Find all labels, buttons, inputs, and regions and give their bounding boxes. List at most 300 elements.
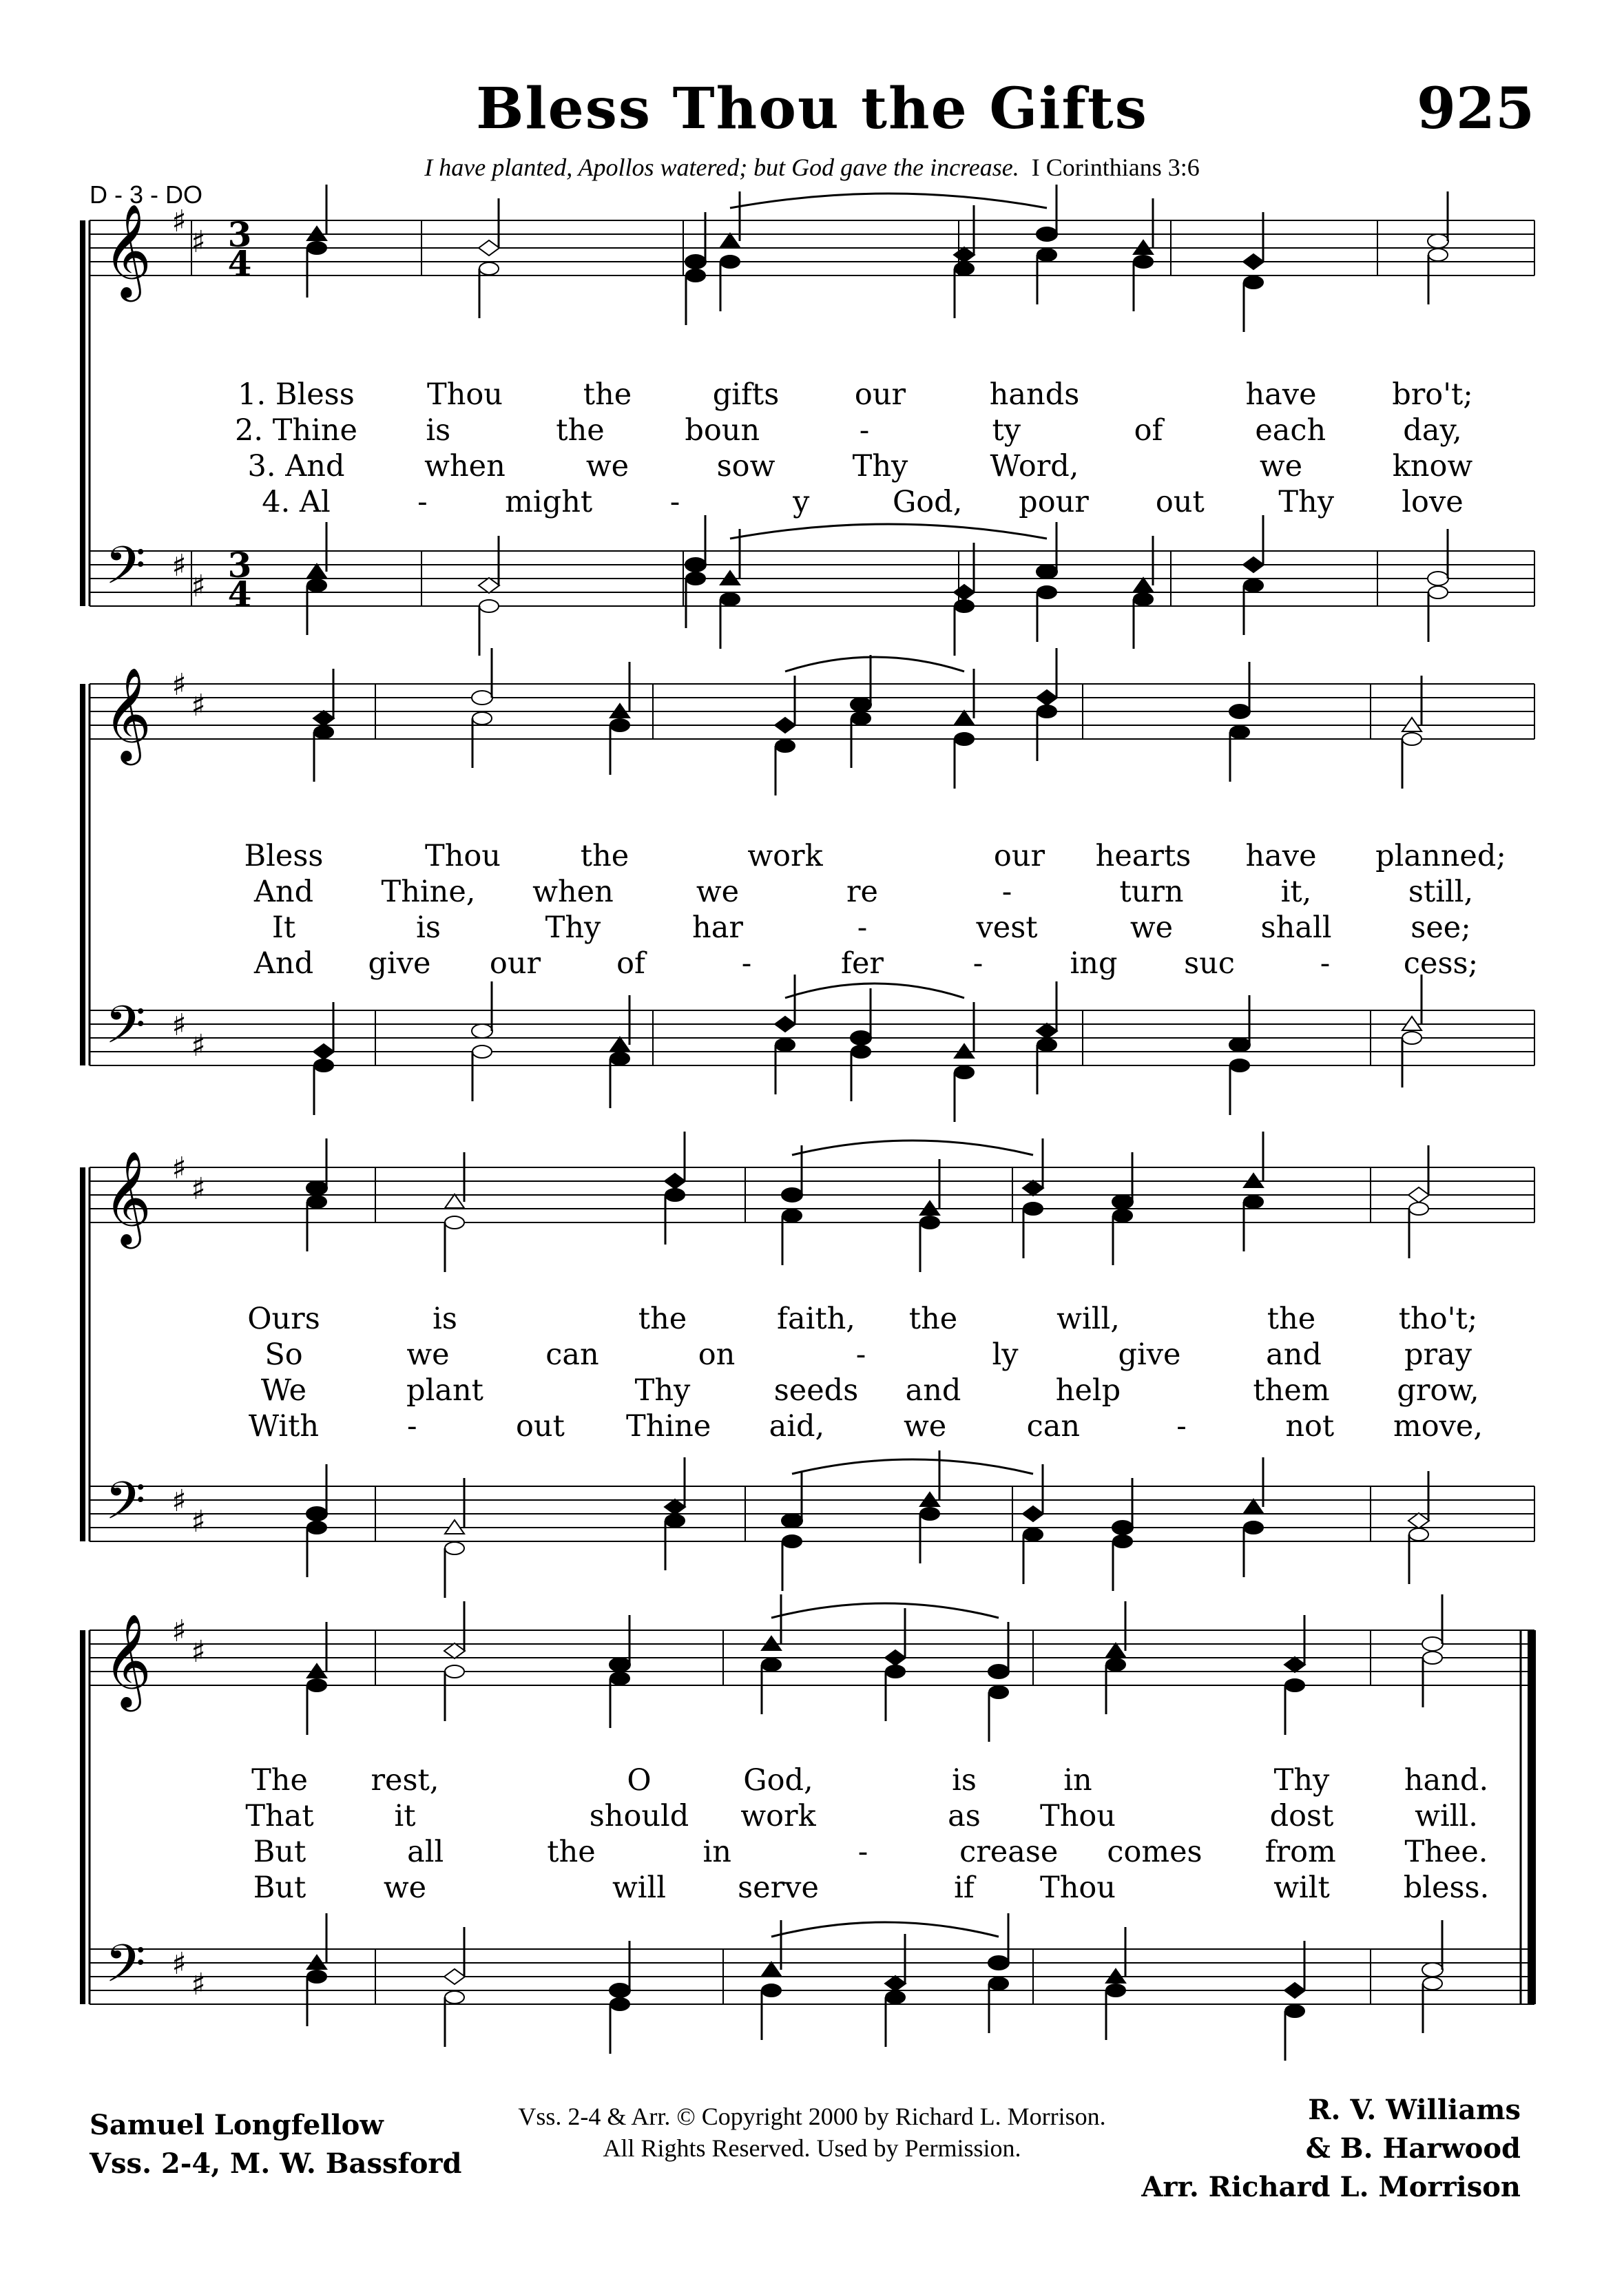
bass-clef-icon: 𝄢 [105, 1933, 146, 2007]
lyric-syllable: help [1055, 1373, 1121, 1408]
note-head-diamond [1284, 1657, 1305, 1672]
note-head-lower [445, 1216, 464, 1229]
lyric-syllable: hearts [1095, 839, 1191, 873]
lyric-syllable: we [383, 1871, 427, 1905]
note-head-oval [851, 698, 871, 711]
time-signature-bottom: 4 [227, 574, 252, 614]
lyric-syllable: rest, [371, 1763, 439, 1798]
lyric-syllable: in [702, 1835, 731, 1869]
note-head-triangle [762, 1962, 781, 1976]
note-head-diamond [313, 1044, 334, 1059]
copyright-line-1: Vss. 2-4 & Arr. © Copyright 2000 by Richard L. Morrison. [518, 2103, 1106, 2130]
lyric-syllable: gifts [712, 377, 780, 412]
time-signature-top: 3 [227, 545, 252, 585]
lyric-syllable: har [692, 910, 743, 945]
lyric-syllable: tho't; [1398, 1302, 1478, 1336]
lyric-syllable: of [616, 946, 645, 981]
sharp-icon: ♯ [171, 548, 187, 583]
note-head-diamond [1243, 557, 1264, 572]
note-head-lower [1285, 1679, 1304, 1692]
lyric-syllable: pour [1019, 485, 1089, 519]
lyric-syllable: we [696, 875, 740, 909]
note-head-lower [886, 1665, 905, 1678]
note-head-oval [851, 1031, 871, 1045]
lyric-syllable: Thou [1040, 1871, 1116, 1905]
note-head-diamond [444, 1969, 465, 1984]
note-head-lower [782, 1209, 802, 1222]
note-head-lower [1113, 1535, 1132, 1548]
note-head-diamond [1023, 1180, 1043, 1196]
lyric-syllable: cess; [1403, 946, 1479, 981]
note-head-oval [306, 1507, 327, 1521]
lyric-syllable: 3. And [247, 449, 345, 483]
system-bracket [80, 684, 85, 1065]
lyric-syllable: Thy [852, 449, 908, 483]
lyric-syllable: Thou [425, 839, 501, 873]
note-head-lower [665, 1514, 685, 1527]
lyric-syllable: might [505, 485, 593, 519]
note-head-lower [1244, 276, 1263, 289]
note-head-lower [1409, 1528, 1428, 1541]
note-head-diamond [1284, 1983, 1305, 1998]
lyric-syllable: we [1259, 449, 1303, 483]
lyric-syllable: will [612, 1871, 667, 1905]
bass-clef-icon: 𝄢 [105, 535, 146, 609]
bass-clef-icon: 𝄢 [105, 1470, 146, 1544]
lyric-syllable: 2. Thine [235, 413, 357, 448]
lyric-syllable: But [253, 1835, 306, 1869]
note-head-lower [1423, 1652, 1442, 1664]
lyric-syllable: work [747, 839, 823, 873]
lyric-syllable: day, [1403, 413, 1462, 448]
note-head-lower [686, 572, 705, 585]
lyric-syllable: And [253, 946, 314, 981]
lyric-syllable: our [993, 839, 1045, 873]
lyric-syllable: we [585, 449, 629, 483]
note-head-lower [314, 726, 333, 738]
lyric-syllable: not [1285, 1409, 1335, 1444]
note-head-lower [472, 712, 492, 725]
note-head-diamond [1243, 254, 1264, 269]
lyric-syllable: will. [1415, 1799, 1478, 1833]
lyric-syllable: our [489, 946, 541, 981]
lyric-syllable: Thee. [1404, 1835, 1488, 1869]
lyric-syllable: O [627, 1763, 652, 1798]
note-head-oval [610, 1984, 630, 1997]
note-head-lower [1037, 1039, 1056, 1051]
note-head-lower [851, 712, 871, 725]
lyric-syllable: in [1063, 1763, 1092, 1798]
lyric-syllable: each [1255, 413, 1326, 448]
note-head-oval [988, 1956, 1009, 1970]
lyric-syllable: and [905, 1373, 961, 1408]
note-head-lower [1428, 586, 1448, 598]
lyric-syllable: is [426, 413, 451, 448]
sharp-icon: ♯ [171, 204, 187, 239]
note-head-oval [1422, 1637, 1443, 1651]
note-head-lower [1428, 249, 1448, 261]
note-head-oval [610, 1658, 630, 1672]
lyric-syllable: bless. [1403, 1871, 1490, 1905]
note-head-lower [610, 1998, 629, 2010]
note-head-diamond [1037, 1023, 1057, 1039]
note-head-lower [1230, 1059, 1249, 1072]
note-head-oval [1229, 705, 1250, 718]
lyric-syllable: is [952, 1763, 977, 1798]
lyric-syllable: on [698, 1337, 736, 1372]
note-head-triangle [1134, 578, 1153, 592]
note-head-lower [1230, 726, 1249, 738]
sharp-icon: ♯ [191, 1172, 206, 1207]
lyric-syllable: - [972, 946, 983, 981]
lyric-syllable: It [271, 910, 296, 945]
note-head-lower [1037, 249, 1056, 261]
lyric-syllable: turn [1119, 875, 1184, 909]
note-head-lower [307, 1679, 326, 1692]
lyric-syllable: move, [1393, 1409, 1484, 1444]
note-head-lower [1037, 705, 1056, 718]
lyric-syllable: suc [1184, 946, 1235, 981]
copyright-line-2: All Rights Reserved. Used by Permission. [603, 2134, 1021, 2162]
note-head-lower [1402, 733, 1422, 745]
lyric-syllable: crease [959, 1835, 1059, 1869]
slur [771, 1603, 999, 1618]
note-head-oval [782, 1514, 802, 1528]
lyric-syllable: and [1266, 1337, 1322, 1372]
note-head-lower [445, 1991, 464, 2003]
lyric-syllable: see; [1410, 910, 1471, 945]
note-head-lower [1285, 2005, 1304, 2017]
lyric-syllable: work [740, 1799, 816, 1833]
note-head-oval [1428, 234, 1448, 248]
sharp-icon: ♯ [171, 1946, 187, 1981]
note-head-diamond [479, 578, 499, 593]
hymn-number: 925 [1416, 76, 1534, 142]
treble-clef-icon: 𝄞 [103, 1612, 152, 1707]
lyric-syllable: we [406, 1337, 450, 1372]
slur [785, 983, 964, 998]
note-head-diamond [1408, 1187, 1429, 1203]
lyric-syllable: But [253, 1871, 306, 1905]
note-head-lower [479, 262, 499, 275]
note-head-lower [720, 593, 740, 605]
note-head-lower [314, 1059, 333, 1072]
final-thick-barline [1528, 1630, 1536, 2004]
note-head-triangle [955, 711, 974, 725]
lyric-syllable: Thy [1273, 1763, 1330, 1798]
lyric-syllable: our [854, 377, 906, 412]
note-head-lower [1409, 1203, 1428, 1215]
system-bracket [80, 1167, 85, 1541]
note-head-lower [920, 1508, 939, 1520]
note-head-oval [1229, 1038, 1250, 1052]
lyric-syllable: aid, [769, 1409, 825, 1444]
note-head-lower [1106, 1984, 1125, 1997]
sharp-icon: ♯ [191, 569, 206, 604]
note-head-lower [775, 740, 795, 752]
lyric-syllable: will, [1056, 1302, 1120, 1336]
lyric-syllable: if [954, 1871, 975, 1905]
note-head-triangle [445, 1194, 464, 1208]
note-head-triangle [1106, 1643, 1125, 1657]
note-head-lower [989, 1686, 1008, 1698]
note-head-lower [1402, 1032, 1422, 1044]
note-head-diamond [954, 585, 975, 600]
note-head-diamond [775, 1017, 795, 1032]
lyric-syllable: grow, [1397, 1373, 1479, 1408]
note-head-oval [685, 255, 706, 269]
note-head-lower [1244, 1196, 1263, 1208]
note-head-lower [307, 579, 326, 592]
lyric-syllable: shall [1260, 910, 1332, 945]
lyric-syllable: - [669, 485, 680, 519]
lyric-syllable: The [251, 1763, 308, 1798]
lyric-syllable: Thine, [381, 875, 476, 909]
note-head-lower [610, 1672, 629, 1685]
treble-clef-icon: 𝄞 [103, 666, 152, 761]
lyric-syllable: And [253, 875, 314, 909]
note-head-lower [610, 719, 629, 731]
note-head-oval [988, 1665, 1009, 1678]
lyric-syllable: That [245, 1799, 314, 1833]
lyric-syllable: - [855, 1337, 866, 1372]
note-head-triangle [610, 1037, 629, 1051]
composer-1: R. V. Williams [1308, 2094, 1521, 2126]
note-head-lower [851, 1045, 871, 1058]
lyric-syllable: out [516, 1409, 565, 1444]
note-head-lower [920, 1216, 939, 1229]
lyric-syllable: - [1320, 946, 1331, 981]
lyric-syllable: it [394, 1799, 416, 1833]
sharp-icon: ♯ [191, 225, 206, 260]
note-head-oval [472, 1024, 492, 1038]
lyric-syllable: So [264, 1337, 303, 1372]
note-head-oval [1422, 1963, 1443, 1977]
lyric-syllable: the [547, 1835, 596, 1869]
lyric-syllable: Thou [1040, 1799, 1116, 1833]
arranger: Arr. Richard L. Morrison [1141, 2171, 1521, 2203]
lyric-syllable: comes [1107, 1835, 1203, 1869]
note-head-oval [1428, 572, 1448, 585]
lyric-syllable: seeds [773, 1373, 859, 1408]
note-head-lower [762, 1984, 781, 1997]
lyric-syllable: hand. [1404, 1763, 1489, 1798]
note-head-diamond [885, 1650, 906, 1665]
lyric-syllable: should [589, 1799, 689, 1833]
sharp-icon: ♯ [191, 1028, 206, 1063]
lyric-syllable: from [1264, 1835, 1336, 1869]
lyric-syllable: hands [989, 377, 1080, 412]
treble-clef-icon: 𝄞 [103, 1149, 152, 1245]
note-head-lower [955, 600, 974, 612]
note-head-oval [685, 558, 706, 572]
slur [730, 524, 1047, 539]
lyric-syllable: can [545, 1337, 599, 1372]
note-head-lower [1134, 593, 1153, 605]
note-head-lower [1244, 579, 1263, 592]
note-head-oval [472, 691, 492, 705]
lyric-syllable: Word, [990, 449, 1079, 483]
note-head-oval [1037, 565, 1057, 579]
note-head-lower [307, 1970, 326, 1983]
note-head-diamond [775, 718, 795, 733]
slur [785, 657, 964, 672]
sharp-icon: ♯ [171, 1484, 187, 1519]
note-head-lower [955, 733, 974, 745]
system-bracket [80, 1630, 85, 2004]
lyric-syllable: planned; [1375, 839, 1506, 873]
note-head-diamond [665, 1174, 685, 1189]
sharp-icon: ♯ [171, 1008, 187, 1043]
slur [792, 1141, 1033, 1155]
note-head-lower [610, 1052, 629, 1065]
scripture-text: I have planted, Apollos watered; but God gave the increase. [424, 154, 1019, 181]
note-head-oval [1112, 1521, 1133, 1534]
lyric-syllable: God, [892, 485, 963, 519]
lyric-syllable: wilt [1273, 1871, 1330, 1905]
note-head-diamond [1408, 1513, 1429, 1528]
music-credit [1141, 2091, 1521, 2207]
lyric-syllable: Bless [244, 839, 324, 873]
note-head-oval [1037, 227, 1057, 241]
lyric-syllable: is [416, 910, 441, 945]
lyric-syllable: - [859, 413, 870, 448]
lyric-syllable: fer [841, 946, 884, 981]
note-head-lower [989, 1977, 1008, 1990]
lyric-syllable: the [580, 839, 629, 873]
note-head-lower [686, 269, 705, 282]
note-head-oval [1112, 1195, 1133, 1209]
lyric-syllable: 1. Bless [238, 377, 355, 412]
lyric-syllable: faith, [777, 1302, 855, 1336]
note-head-lower [886, 1991, 905, 2003]
lyric-syllable: of [1134, 413, 1163, 448]
lyric-syllable: still, [1408, 875, 1474, 909]
note-head-lower [1037, 586, 1056, 598]
scripture-reference: I Corinthians 3:6 [1031, 154, 1200, 181]
note-head-diamond [885, 1976, 906, 1991]
lyric-syllable: Thine [626, 1409, 711, 1444]
note-head-lower [775, 1039, 795, 1051]
composer-2: & B. Harwood [1305, 2132, 1521, 2165]
sharp-icon: ♯ [191, 1967, 206, 2002]
lyric-syllable: God, [743, 1763, 813, 1798]
lyric-syllable: - [406, 1409, 417, 1444]
treble-clef-icon: 𝄞 [103, 202, 152, 298]
lyric-syllable: 4. Al [262, 485, 331, 519]
note-head-lower [1023, 1203, 1043, 1215]
note-head-lower [307, 1521, 326, 1534]
lyric-syllable: the [1267, 1302, 1316, 1336]
lyric-syllable: Thy [545, 910, 601, 945]
note-head-diamond [954, 247, 975, 262]
note-head-lower [1023, 1528, 1043, 1541]
slur [792, 1459, 1033, 1474]
lyric-syllable: it, [1280, 875, 1312, 909]
note-head-lower [1113, 1209, 1132, 1222]
note-head-lower [307, 1196, 326, 1208]
lyric-syllable: give [1118, 1337, 1181, 1372]
note-head-lower [1106, 1658, 1125, 1671]
lyric-syllable: have [1245, 839, 1317, 873]
note-head-lower [445, 1665, 464, 1678]
slur [730, 194, 1047, 208]
sharp-icon: ♯ [171, 1614, 187, 1649]
sharp-icon: ♯ [191, 1504, 206, 1539]
system-bracket [80, 220, 85, 606]
note-head-triangle [720, 233, 740, 247]
note-head-lower [307, 242, 326, 254]
lyric-syllable: pray [1404, 1337, 1472, 1372]
note-head-lower [762, 1658, 781, 1671]
lyric-syllable: Thy [634, 1373, 691, 1408]
note-head-lower [665, 1189, 685, 1201]
hymn-title: Bless Thou the Gifts [476, 76, 1148, 142]
lyric-syllable: - [857, 1835, 868, 1869]
lyric-syllable: all [407, 1835, 444, 1869]
note-head-lower [445, 1542, 464, 1554]
lyric-syllable: serve [738, 1871, 819, 1905]
lyric-syllable: we [1129, 910, 1174, 945]
lyric-syllable: plant [406, 1373, 483, 1408]
lyric-syllable: can [1026, 1409, 1081, 1444]
note-head-lower [472, 1045, 492, 1058]
lyric-syllable: With [248, 1409, 320, 1444]
lyric-syllable: re [846, 875, 879, 909]
time-signature-top: 3 [227, 214, 252, 255]
lyric-syllable: them [1253, 1373, 1330, 1408]
note-head-diamond [1023, 1506, 1043, 1521]
lyric-syllable: ing [1070, 946, 1118, 981]
note-head-oval [306, 1181, 327, 1195]
note-head-lower [955, 1066, 974, 1079]
note-head-triangle [1244, 1499, 1263, 1513]
note-head-lower [1244, 1521, 1263, 1534]
lyric-syllable: as [948, 1799, 981, 1833]
note-head-oval [782, 1188, 802, 1202]
lyric-syllable: - [857, 910, 868, 945]
lyric-syllable: Thou [427, 377, 503, 412]
lyric-syllable: ly [992, 1337, 1019, 1372]
lyric-syllable: we [903, 1409, 947, 1444]
lyric-syllable: vest [976, 910, 1038, 945]
note-head-triangle [307, 564, 326, 578]
words-author: Samuel Longfellow [90, 2109, 384, 2141]
solfege-key: D - 3 - DO [90, 180, 203, 209]
lyric-syllable: We [260, 1373, 307, 1408]
lyric-syllable: the [556, 413, 605, 448]
lyric-syllable: boun [685, 413, 760, 448]
lyric-syllable: dost [1269, 1799, 1334, 1833]
note-head-lower [1423, 1977, 1442, 1990]
lyric-syllable: - [1176, 1409, 1187, 1444]
lyric-syllable: Ours [247, 1302, 320, 1336]
sharp-icon: ♯ [191, 688, 206, 723]
lyric-syllable: the [638, 1302, 687, 1336]
note-head-lower [1134, 256, 1153, 268]
note-head-diamond [665, 1499, 685, 1514]
verses-author: Vss. 2-4, M. W. Bassford [90, 2147, 462, 2180]
lyric-syllable: love [1402, 485, 1464, 519]
lyric-syllable: have [1245, 377, 1317, 412]
lyric-syllable: the [908, 1302, 958, 1336]
lyric-syllable: when [424, 449, 506, 483]
lyric-syllable: sow [716, 449, 775, 483]
note-head-diamond [1037, 690, 1057, 705]
note-head-diamond [479, 240, 499, 256]
sharp-icon: ♯ [171, 1151, 187, 1186]
sharp-icon: ♯ [191, 1634, 206, 1669]
